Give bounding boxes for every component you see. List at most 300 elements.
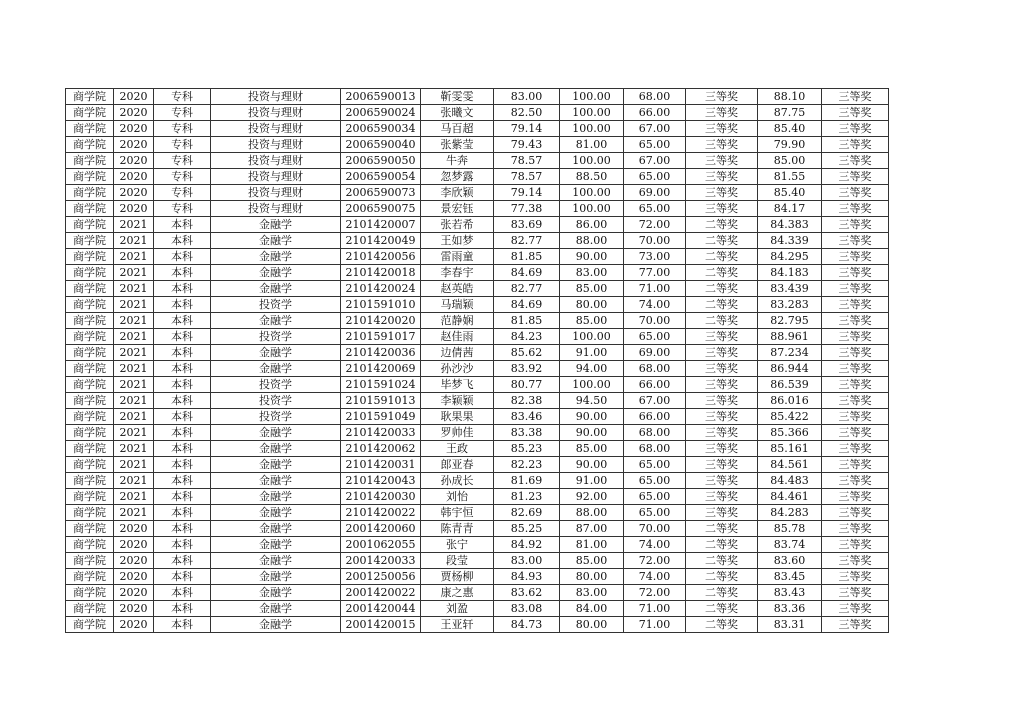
total-score-cell: 83.439 bbox=[758, 281, 822, 297]
major-cell: 金融学 bbox=[211, 473, 341, 489]
major-cell: 金融学 bbox=[211, 249, 341, 265]
college-cell: 商学院 bbox=[66, 361, 114, 377]
score-2-cell: 81.00 bbox=[560, 537, 624, 553]
level-cell: 专科 bbox=[154, 121, 211, 137]
major-cell: 金融学 bbox=[211, 553, 341, 569]
total-score-cell: 86.539 bbox=[758, 377, 822, 393]
table-row bbox=[66, 441, 889, 457]
college-cell: 商学院 bbox=[66, 377, 114, 393]
table-row bbox=[66, 377, 889, 393]
score-2-cell: 80.00 bbox=[560, 617, 624, 633]
table-row bbox=[66, 265, 889, 281]
award-1-cell: 三等奖 bbox=[686, 345, 758, 361]
score-2-cell: 94.50 bbox=[560, 393, 624, 409]
total-score-cell: 87.75 bbox=[758, 105, 822, 121]
college-cell: 商学院 bbox=[66, 265, 114, 281]
award-2-cell: 三等奖 bbox=[822, 409, 889, 425]
name-cell: 边倩茜 bbox=[421, 345, 494, 361]
student-id-cell: 2006590040 bbox=[341, 137, 421, 153]
award-2-cell: 三等奖 bbox=[822, 153, 889, 169]
score-3-cell: 65.00 bbox=[624, 329, 686, 345]
award-2-cell: 三等奖 bbox=[822, 361, 889, 377]
year-cell: 2021 bbox=[114, 473, 154, 489]
student-id-cell: 2101420036 bbox=[341, 345, 421, 361]
level-cell: 本科 bbox=[154, 425, 211, 441]
year-cell: 2020 bbox=[114, 537, 154, 553]
student-id-cell: 2101420024 bbox=[341, 281, 421, 297]
award-1-cell: 三等奖 bbox=[686, 473, 758, 489]
table-row bbox=[66, 105, 889, 121]
score-2-cell: 100.00 bbox=[560, 377, 624, 393]
score-2-cell: 100.00 bbox=[560, 105, 624, 121]
score-1-cell: 85.62 bbox=[494, 345, 560, 361]
name-cell: 陈青青 bbox=[421, 521, 494, 537]
score-1-cell: 79.14 bbox=[494, 185, 560, 201]
award-1-cell: 二等奖 bbox=[686, 233, 758, 249]
college-cell: 商学院 bbox=[66, 617, 114, 633]
level-cell: 本科 bbox=[154, 345, 211, 361]
award-1-cell: 二等奖 bbox=[686, 249, 758, 265]
award-2-cell: 三等奖 bbox=[822, 217, 889, 233]
level-cell: 本科 bbox=[154, 553, 211, 569]
award-2-cell: 三等奖 bbox=[822, 377, 889, 393]
level-cell: 本科 bbox=[154, 617, 211, 633]
award-1-cell: 二等奖 bbox=[686, 217, 758, 233]
score-1-cell: 82.50 bbox=[494, 105, 560, 121]
award-2-cell: 三等奖 bbox=[822, 185, 889, 201]
major-cell: 金融学 bbox=[211, 425, 341, 441]
year-cell: 2020 bbox=[114, 521, 154, 537]
total-score-cell: 83.36 bbox=[758, 601, 822, 617]
table-row bbox=[66, 473, 889, 489]
award-1-cell: 三等奖 bbox=[686, 329, 758, 345]
level-cell: 本科 bbox=[154, 521, 211, 537]
score-3-cell: 67.00 bbox=[624, 153, 686, 169]
student-id-cell: 2101420049 bbox=[341, 233, 421, 249]
table-row bbox=[66, 393, 889, 409]
major-cell: 金融学 bbox=[211, 457, 341, 473]
student-id-cell: 2006590075 bbox=[341, 201, 421, 217]
level-cell: 本科 bbox=[154, 265, 211, 281]
level-cell: 本科 bbox=[154, 409, 211, 425]
total-score-cell: 88.10 bbox=[758, 89, 822, 105]
table-row bbox=[66, 425, 889, 441]
level-cell: 本科 bbox=[154, 233, 211, 249]
major-cell: 金融学 bbox=[211, 313, 341, 329]
major-cell: 金融学 bbox=[211, 361, 341, 377]
award-2-cell: 三等奖 bbox=[822, 441, 889, 457]
year-cell: 2020 bbox=[114, 185, 154, 201]
table-row bbox=[66, 297, 889, 313]
college-cell: 商学院 bbox=[66, 441, 114, 457]
score-3-cell: 65.00 bbox=[624, 489, 686, 505]
score-1-cell: 82.69 bbox=[494, 505, 560, 521]
level-cell: 本科 bbox=[154, 601, 211, 617]
college-cell: 商学院 bbox=[66, 169, 114, 185]
level-cell: 本科 bbox=[154, 537, 211, 553]
table-row bbox=[66, 521, 889, 537]
table-row bbox=[66, 345, 889, 361]
score-2-cell: 83.00 bbox=[560, 585, 624, 601]
student-id-cell: 2101420033 bbox=[341, 425, 421, 441]
score-1-cell: 84.92 bbox=[494, 537, 560, 553]
award-2-cell: 三等奖 bbox=[822, 137, 889, 153]
year-cell: 2020 bbox=[114, 121, 154, 137]
award-1-cell: 二等奖 bbox=[686, 537, 758, 553]
total-score-cell: 85.40 bbox=[758, 185, 822, 201]
table-row bbox=[66, 249, 889, 265]
student-id-cell: 2101420030 bbox=[341, 489, 421, 505]
total-score-cell: 84.295 bbox=[758, 249, 822, 265]
total-score-cell: 84.183 bbox=[758, 265, 822, 281]
student-id-cell: 2001420015 bbox=[341, 617, 421, 633]
score-2-cell: 86.00 bbox=[560, 217, 624, 233]
level-cell: 本科 bbox=[154, 393, 211, 409]
score-3-cell: 71.00 bbox=[624, 617, 686, 633]
table-row bbox=[66, 505, 889, 521]
award-1-cell: 二等奖 bbox=[686, 569, 758, 585]
award-1-cell: 二等奖 bbox=[686, 553, 758, 569]
total-score-cell: 83.283 bbox=[758, 297, 822, 313]
year-cell: 2020 bbox=[114, 201, 154, 217]
student-id-cell: 2101420022 bbox=[341, 505, 421, 521]
table-row bbox=[66, 137, 889, 153]
student-id-cell: 2101420031 bbox=[341, 457, 421, 473]
name-cell: 张紫莹 bbox=[421, 137, 494, 153]
score-2-cell: 85.00 bbox=[560, 313, 624, 329]
year-cell: 2021 bbox=[114, 425, 154, 441]
table-row bbox=[66, 617, 889, 633]
name-cell: 刘盈 bbox=[421, 601, 494, 617]
score-1-cell: 83.92 bbox=[494, 361, 560, 377]
score-1-cell: 83.00 bbox=[494, 89, 560, 105]
award-2-cell: 三等奖 bbox=[822, 505, 889, 521]
name-cell: 李颖颖 bbox=[421, 393, 494, 409]
major-cell: 投资与理财 bbox=[211, 201, 341, 217]
award-1-cell: 二等奖 bbox=[686, 265, 758, 281]
total-score-cell: 87.234 bbox=[758, 345, 822, 361]
college-cell: 商学院 bbox=[66, 457, 114, 473]
name-cell: 孙成长 bbox=[421, 473, 494, 489]
score-2-cell: 80.00 bbox=[560, 297, 624, 313]
table-row bbox=[66, 201, 889, 217]
student-id-cell: 2101420018 bbox=[341, 265, 421, 281]
award-1-cell: 三等奖 bbox=[686, 441, 758, 457]
college-cell: 商学院 bbox=[66, 105, 114, 121]
level-cell: 本科 bbox=[154, 569, 211, 585]
table-row bbox=[66, 169, 889, 185]
major-cell: 金融学 bbox=[211, 521, 341, 537]
score-1-cell: 83.62 bbox=[494, 585, 560, 601]
name-cell: 康之惠 bbox=[421, 585, 494, 601]
score-3-cell: 65.00 bbox=[624, 505, 686, 521]
score-1-cell: 77.38 bbox=[494, 201, 560, 217]
level-cell: 本科 bbox=[154, 361, 211, 377]
college-cell: 商学院 bbox=[66, 233, 114, 249]
score-3-cell: 65.00 bbox=[624, 201, 686, 217]
college-cell: 商学院 bbox=[66, 153, 114, 169]
score-2-cell: 90.00 bbox=[560, 409, 624, 425]
college-cell: 商学院 bbox=[66, 537, 114, 553]
total-score-cell: 83.31 bbox=[758, 617, 822, 633]
award-1-cell: 三等奖 bbox=[686, 505, 758, 521]
award-1-cell: 三等奖 bbox=[686, 89, 758, 105]
award-2-cell: 三等奖 bbox=[822, 281, 889, 297]
total-score-cell: 84.461 bbox=[758, 489, 822, 505]
score-3-cell: 73.00 bbox=[624, 249, 686, 265]
score-3-cell: 72.00 bbox=[624, 217, 686, 233]
year-cell: 2021 bbox=[114, 409, 154, 425]
score-2-cell: 84.00 bbox=[560, 601, 624, 617]
award-2-cell: 三等奖 bbox=[822, 201, 889, 217]
major-cell: 金融学 bbox=[211, 265, 341, 281]
award-1-cell: 三等奖 bbox=[686, 393, 758, 409]
award-1-cell: 二等奖 bbox=[686, 281, 758, 297]
level-cell: 专科 bbox=[154, 185, 211, 201]
level-cell: 本科 bbox=[154, 441, 211, 457]
name-cell: 李欣颖 bbox=[421, 185, 494, 201]
total-score-cell: 88.961 bbox=[758, 329, 822, 345]
table-row bbox=[66, 89, 889, 105]
student-id-cell: 2101591024 bbox=[341, 377, 421, 393]
table-row bbox=[66, 361, 889, 377]
award-2-cell: 三等奖 bbox=[822, 265, 889, 281]
year-cell: 2021 bbox=[114, 505, 154, 521]
student-id-cell: 2006590050 bbox=[341, 153, 421, 169]
score-1-cell: 84.73 bbox=[494, 617, 560, 633]
student-id-cell: 2101420062 bbox=[341, 441, 421, 457]
award-1-cell: 三等奖 bbox=[686, 169, 758, 185]
score-2-cell: 100.00 bbox=[560, 329, 624, 345]
major-cell: 金融学 bbox=[211, 233, 341, 249]
award-1-cell: 三等奖 bbox=[686, 361, 758, 377]
student-id-cell: 2101420007 bbox=[341, 217, 421, 233]
major-cell: 金融学 bbox=[211, 345, 341, 361]
score-3-cell: 74.00 bbox=[624, 537, 686, 553]
score-2-cell: 83.00 bbox=[560, 265, 624, 281]
level-cell: 本科 bbox=[154, 329, 211, 345]
table-row bbox=[66, 601, 889, 617]
college-cell: 商学院 bbox=[66, 409, 114, 425]
total-score-cell: 85.78 bbox=[758, 521, 822, 537]
score-3-cell: 70.00 bbox=[624, 521, 686, 537]
total-score-cell: 84.561 bbox=[758, 457, 822, 473]
score-2-cell: 85.00 bbox=[560, 281, 624, 297]
score-3-cell: 68.00 bbox=[624, 361, 686, 377]
name-cell: 马瑞颖 bbox=[421, 297, 494, 313]
score-2-cell: 91.00 bbox=[560, 473, 624, 489]
total-score-cell: 83.45 bbox=[758, 569, 822, 585]
student-id-cell: 2101591013 bbox=[341, 393, 421, 409]
score-1-cell: 83.08 bbox=[494, 601, 560, 617]
score-3-cell: 77.00 bbox=[624, 265, 686, 281]
college-cell: 商学院 bbox=[66, 185, 114, 201]
score-3-cell: 69.00 bbox=[624, 185, 686, 201]
student-id-cell: 2101420069 bbox=[341, 361, 421, 377]
year-cell: 2021 bbox=[114, 249, 154, 265]
table-row bbox=[66, 569, 889, 585]
student-id-cell: 2001062055 bbox=[341, 537, 421, 553]
award-1-cell: 三等奖 bbox=[686, 425, 758, 441]
student-id-cell: 2006590024 bbox=[341, 105, 421, 121]
student-id-cell: 2006590073 bbox=[341, 185, 421, 201]
award-1-cell: 三等奖 bbox=[686, 105, 758, 121]
major-cell: 金融学 bbox=[211, 601, 341, 617]
major-cell: 投资学 bbox=[211, 329, 341, 345]
score-1-cell: 84.69 bbox=[494, 297, 560, 313]
name-cell: 耿果果 bbox=[421, 409, 494, 425]
student-id-cell: 2101420020 bbox=[341, 313, 421, 329]
level-cell: 专科 bbox=[154, 105, 211, 121]
score-2-cell: 100.00 bbox=[560, 153, 624, 169]
name-cell: 罗帅佳 bbox=[421, 425, 494, 441]
table-row bbox=[66, 553, 889, 569]
score-2-cell: 90.00 bbox=[560, 249, 624, 265]
major-cell: 金融学 bbox=[211, 617, 341, 633]
award-1-cell: 二等奖 bbox=[686, 617, 758, 633]
name-cell: 雷雨童 bbox=[421, 249, 494, 265]
student-id-cell: 2006590054 bbox=[341, 169, 421, 185]
college-cell: 商学院 bbox=[66, 313, 114, 329]
award-1-cell: 二等奖 bbox=[686, 521, 758, 537]
major-cell: 投资学 bbox=[211, 377, 341, 393]
award-1-cell: 二等奖 bbox=[686, 297, 758, 313]
year-cell: 2021 bbox=[114, 457, 154, 473]
student-id-cell: 2001250056 bbox=[341, 569, 421, 585]
table-row bbox=[66, 457, 889, 473]
award-2-cell: 三等奖 bbox=[822, 169, 889, 185]
table-row bbox=[66, 153, 889, 169]
college-cell: 商学院 bbox=[66, 425, 114, 441]
score-2-cell: 85.00 bbox=[560, 553, 624, 569]
student-id-cell: 2001420044 bbox=[341, 601, 421, 617]
year-cell: 2020 bbox=[114, 105, 154, 121]
award-1-cell: 三等奖 bbox=[686, 201, 758, 217]
name-cell: 范静娴 bbox=[421, 313, 494, 329]
score-1-cell: 80.77 bbox=[494, 377, 560, 393]
total-score-cell: 85.422 bbox=[758, 409, 822, 425]
award-1-cell: 二等奖 bbox=[686, 601, 758, 617]
score-1-cell: 79.14 bbox=[494, 121, 560, 137]
college-cell: 商学院 bbox=[66, 329, 114, 345]
total-score-cell: 85.366 bbox=[758, 425, 822, 441]
name-cell: 张若希 bbox=[421, 217, 494, 233]
award-1-cell: 三等奖 bbox=[686, 185, 758, 201]
score-3-cell: 68.00 bbox=[624, 89, 686, 105]
score-3-cell: 66.00 bbox=[624, 409, 686, 425]
award-2-cell: 三等奖 bbox=[822, 121, 889, 137]
major-cell: 投资学 bbox=[211, 297, 341, 313]
year-cell: 2021 bbox=[114, 345, 154, 361]
college-cell: 商学院 bbox=[66, 89, 114, 105]
college-cell: 商学院 bbox=[66, 489, 114, 505]
total-score-cell: 83.43 bbox=[758, 585, 822, 601]
total-score-cell: 83.74 bbox=[758, 537, 822, 553]
year-cell: 2021 bbox=[114, 313, 154, 329]
level-cell: 本科 bbox=[154, 505, 211, 521]
year-cell: 2020 bbox=[114, 601, 154, 617]
scholarship-table bbox=[65, 88, 889, 633]
score-1-cell: 83.00 bbox=[494, 553, 560, 569]
score-1-cell: 78.57 bbox=[494, 169, 560, 185]
level-cell: 专科 bbox=[154, 89, 211, 105]
college-cell: 商学院 bbox=[66, 281, 114, 297]
name-cell: 韩宇恒 bbox=[421, 505, 494, 521]
major-cell: 投资与理财 bbox=[211, 153, 341, 169]
award-2-cell: 三等奖 bbox=[822, 473, 889, 489]
year-cell: 2021 bbox=[114, 377, 154, 393]
score-1-cell: 81.85 bbox=[494, 313, 560, 329]
year-cell: 2021 bbox=[114, 329, 154, 345]
major-cell: 金融学 bbox=[211, 489, 341, 505]
score-1-cell: 78.57 bbox=[494, 153, 560, 169]
score-3-cell: 66.00 bbox=[624, 105, 686, 121]
college-cell: 商学院 bbox=[66, 505, 114, 521]
college-cell: 商学院 bbox=[66, 201, 114, 217]
total-score-cell: 85.40 bbox=[758, 121, 822, 137]
award-2-cell: 三等奖 bbox=[822, 569, 889, 585]
year-cell: 2020 bbox=[114, 169, 154, 185]
level-cell: 本科 bbox=[154, 377, 211, 393]
score-3-cell: 65.00 bbox=[624, 169, 686, 185]
score-3-cell: 74.00 bbox=[624, 569, 686, 585]
award-1-cell: 三等奖 bbox=[686, 153, 758, 169]
score-3-cell: 67.00 bbox=[624, 121, 686, 137]
major-cell: 投资与理财 bbox=[211, 169, 341, 185]
name-cell: 孙沙沙 bbox=[421, 361, 494, 377]
name-cell: 郎亚春 bbox=[421, 457, 494, 473]
award-2-cell: 三等奖 bbox=[822, 585, 889, 601]
total-score-cell: 85.00 bbox=[758, 153, 822, 169]
student-id-cell: 2101420043 bbox=[341, 473, 421, 489]
score-1-cell: 85.25 bbox=[494, 521, 560, 537]
college-cell: 商学院 bbox=[66, 249, 114, 265]
major-cell: 金融学 bbox=[211, 505, 341, 521]
score-3-cell: 65.00 bbox=[624, 457, 686, 473]
student-id-cell: 2006590034 bbox=[341, 121, 421, 137]
total-score-cell: 84.17 bbox=[758, 201, 822, 217]
major-cell: 金融学 bbox=[211, 569, 341, 585]
year-cell: 2020 bbox=[114, 137, 154, 153]
score-1-cell: 84.69 bbox=[494, 265, 560, 281]
award-1-cell: 三等奖 bbox=[686, 457, 758, 473]
table-row bbox=[66, 217, 889, 233]
year-cell: 2020 bbox=[114, 553, 154, 569]
major-cell: 金融学 bbox=[211, 281, 341, 297]
year-cell: 2021 bbox=[114, 489, 154, 505]
score-2-cell: 90.00 bbox=[560, 457, 624, 473]
year-cell: 2021 bbox=[114, 361, 154, 377]
award-1-cell: 三等奖 bbox=[686, 409, 758, 425]
score-1-cell: 82.77 bbox=[494, 233, 560, 249]
college-cell: 商学院 bbox=[66, 121, 114, 137]
major-cell: 投资与理财 bbox=[211, 137, 341, 153]
table-row bbox=[66, 537, 889, 553]
level-cell: 本科 bbox=[154, 489, 211, 505]
name-cell: 张曦文 bbox=[421, 105, 494, 121]
college-cell: 商学院 bbox=[66, 569, 114, 585]
award-1-cell: 二等奖 bbox=[686, 585, 758, 601]
score-2-cell: 91.00 bbox=[560, 345, 624, 361]
award-2-cell: 三等奖 bbox=[822, 489, 889, 505]
table-row bbox=[66, 185, 889, 201]
award-2-cell: 三等奖 bbox=[822, 329, 889, 345]
level-cell: 本科 bbox=[154, 297, 211, 313]
award-2-cell: 三等奖 bbox=[822, 425, 889, 441]
score-2-cell: 81.00 bbox=[560, 137, 624, 153]
score-2-cell: 88.00 bbox=[560, 505, 624, 521]
level-cell: 专科 bbox=[154, 169, 211, 185]
